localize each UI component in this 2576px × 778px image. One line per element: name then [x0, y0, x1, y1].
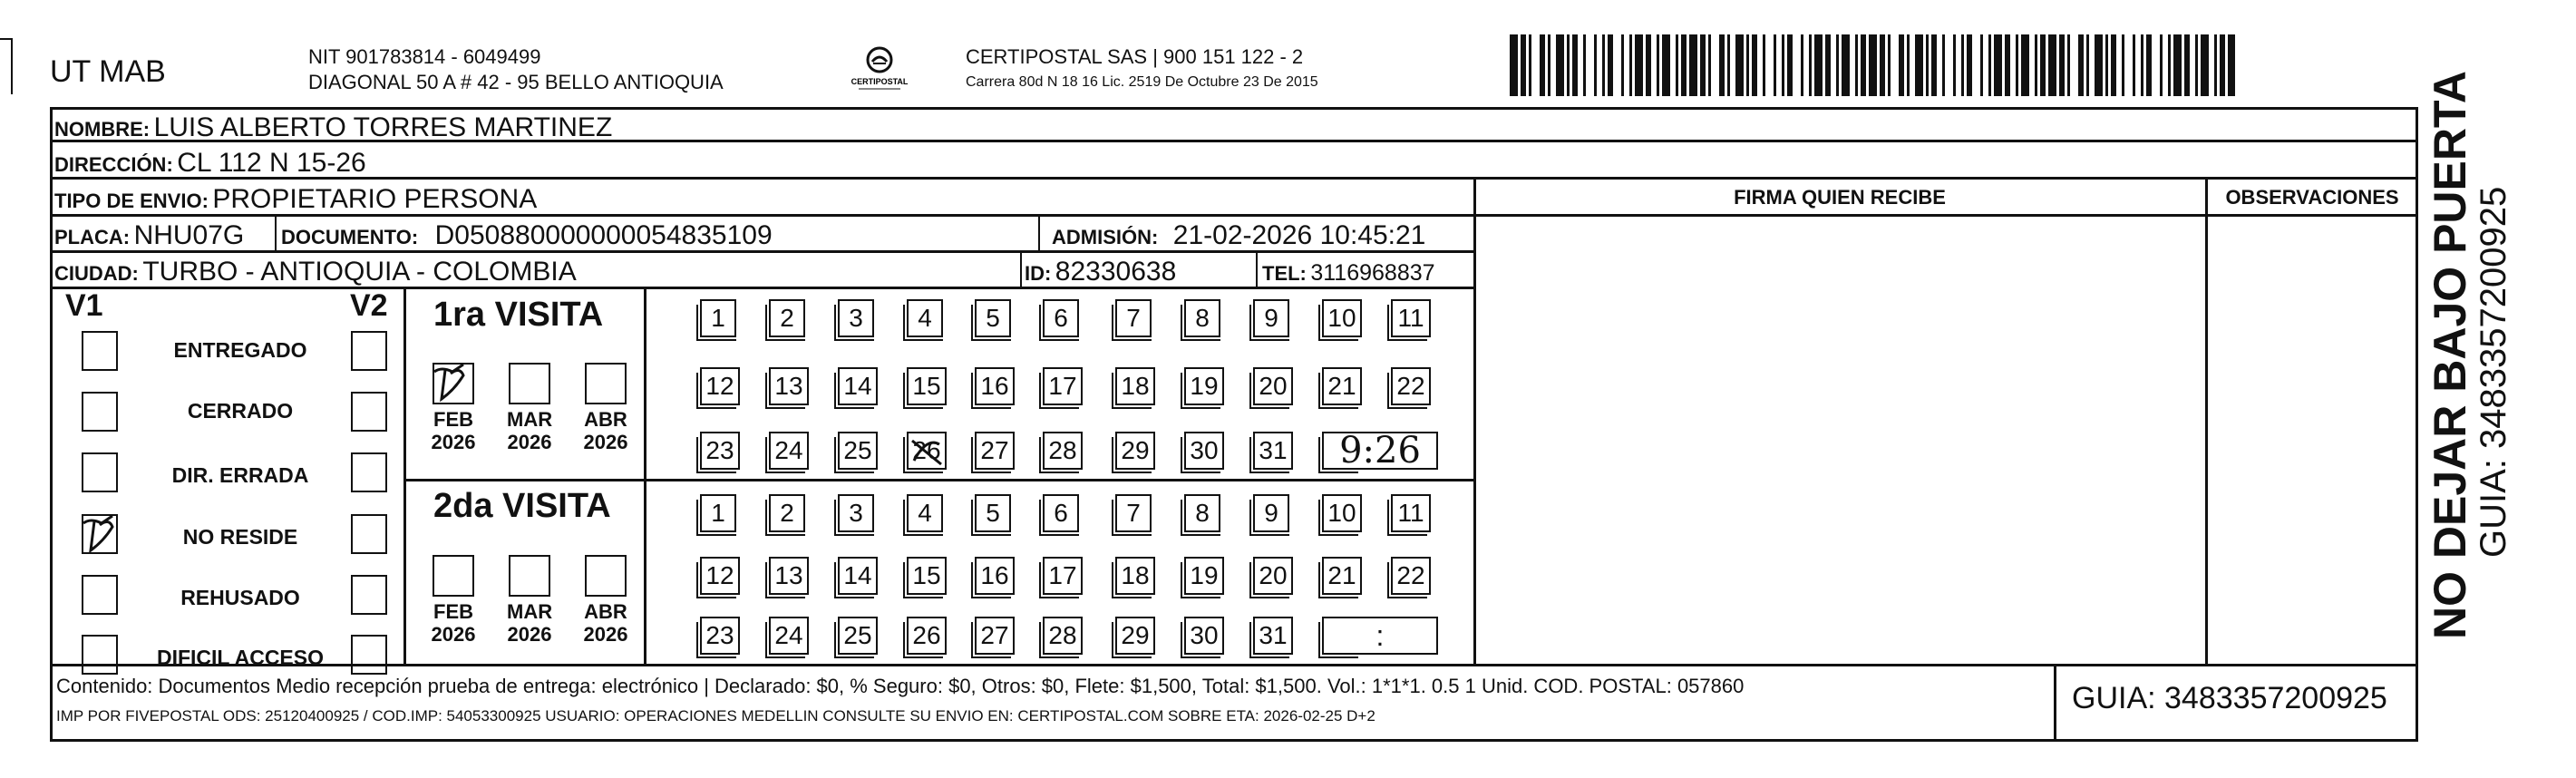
barcode-bar: [1787, 34, 1793, 96]
barcode-bar: [1931, 34, 1937, 96]
direccion-label: DIRECCIÓN:: [54, 153, 173, 176]
second-time-field[interactable]: :: [1322, 617, 1438, 655]
second-day-11[interactable]: 11: [1391, 494, 1431, 532]
first-day-7[interactable]: 7: [1115, 299, 1152, 337]
barcode-bar: [1681, 34, 1687, 96]
barcode-bar: [1899, 34, 1904, 96]
first-day-24[interactable]: 24: [769, 432, 809, 470]
barcode-bar: [1635, 34, 1643, 96]
second-day-13[interactable]: 13: [769, 557, 809, 595]
option-label: DIFICIL ACCESO: [156, 646, 324, 669]
first-day-9[interactable]: 9: [1253, 299, 1289, 337]
second-day-17[interactable]: 17: [1043, 557, 1083, 595]
tel-row: [1262, 260, 1435, 287]
barcode-bar: [1801, 34, 1803, 96]
barcode-bar: [1842, 34, 1850, 96]
barcode-bar: [1809, 34, 1812, 96]
second-day-30[interactable]: 30: [1184, 617, 1224, 655]
barcode-bar: [1752, 34, 1757, 96]
barcode-bar: [2173, 34, 2182, 96]
barcode-bar: [1700, 34, 1706, 96]
first-day-17[interactable]: 17: [1043, 367, 1083, 405]
second-day-29[interactable]: 29: [1115, 617, 1155, 655]
month-year: 2026: [583, 623, 628, 646]
edge-mark-top: [0, 38, 13, 40]
barcode-bar: [2016, 34, 2018, 96]
second-day-28[interactable]: 28: [1043, 617, 1083, 655]
second-day-27[interactable]: 27: [975, 617, 1015, 655]
barcode-bar: [1782, 34, 1784, 96]
first-day-16[interactable]: 16: [975, 367, 1015, 405]
barcode-bar: [1855, 34, 1858, 96]
placa-value: NHU07G: [133, 220, 245, 250]
barcode-bar: [1594, 34, 1597, 96]
barcode-bar: [2220, 34, 2225, 96]
first-month-mar-checkbox[interactable]: [509, 363, 550, 404]
id-value: 82330638: [1055, 257, 1177, 287]
barcode-bar: [1708, 34, 1711, 96]
first-day-6[interactable]: 6: [1043, 299, 1079, 337]
barcode-bar: [1825, 34, 1831, 96]
side-warning: NO DEJAR BAJO PUERTA: [2425, 71, 2475, 639]
tipo-envio-row: [54, 184, 537, 215]
barcode-bar: [1735, 34, 1744, 96]
footer-guia: GUIA: 3483357200925: [2072, 681, 2387, 715]
barcode-bar: [1719, 34, 1725, 96]
second-day-23[interactable]: 23: [700, 617, 740, 655]
edge-mark: [11, 38, 13, 94]
imp-text: IMP POR FIVEPOSTAL ODS: 25120400925 / COD.IMP: 54053300925 USUARIO: OPERACIONES MEDELLIN CONSULTE SU ENVIO EN: CERTIPOSTAL.COM SOBRE ETA: 2026-02-25 D+2: [56, 707, 1375, 725]
first-day-10[interactable]: 10: [1322, 299, 1362, 337]
barcode-bar: [1548, 34, 1550, 96]
month-label: MAR: [507, 408, 553, 431]
option-label: CERRADO: [187, 399, 294, 423]
first-day-28[interactable]: 28: [1043, 432, 1083, 470]
v1-checkbox-dir-errada[interactable]: [82, 452, 118, 492]
barcode-bar: [1994, 34, 2002, 96]
option-label: NO RESIDE: [182, 525, 298, 549]
month-year: 2026: [583, 431, 628, 453]
second-day-16[interactable]: 16: [975, 557, 1015, 595]
barcode-bar: [2048, 34, 2056, 96]
first-day-13[interactable]: 13: [769, 367, 809, 405]
barcode-bar: [1689, 34, 1697, 96]
tipo-envio-label: TIPO DE ENVIO:: [54, 190, 209, 212]
barcode-bar: [1880, 34, 1885, 96]
second-month-abr-checkbox[interactable]: [585, 555, 627, 597]
ciudad-label: CIUDAD:: [54, 262, 139, 285]
second-day-14[interactable]: 14: [838, 557, 878, 595]
barcode-bar: [2133, 34, 2135, 96]
barcode-bar: [2059, 34, 2065, 96]
nombre-row: [54, 112, 612, 143]
v1-checkbox-no-reside[interactable]: [82, 514, 118, 554]
option-label: ENTREGADO: [173, 338, 307, 362]
first-day-22[interactable]: 22: [1391, 367, 1431, 405]
barcode-bar: [2111, 34, 2116, 96]
barcode-bar: [2078, 34, 2084, 96]
first-day-23[interactable]: 23: [700, 432, 740, 470]
barcode-bar: [1763, 34, 1765, 96]
v2-checkbox-rehusado[interactable]: [351, 575, 387, 615]
barcode-bar: [1988, 34, 1991, 96]
first-day-11[interactable]: 11: [1391, 299, 1431, 337]
barcode-bar: [1915, 34, 1923, 96]
barcode-bar: [2095, 34, 2103, 96]
id-row: [1025, 257, 1176, 287]
first-day-18[interactable]: 18: [1115, 367, 1155, 405]
month-label: ABR: [584, 600, 627, 623]
direccion-value: CL 112 N 15-26: [177, 148, 366, 178]
barcode-bar: [2035, 34, 2037, 96]
second-day-19[interactable]: 19: [1184, 557, 1224, 595]
barcode-bar: [2086, 34, 2089, 96]
first-day-12[interactable]: 12: [700, 367, 740, 405]
month-year: 2026: [507, 623, 552, 646]
barcode-bar: [1572, 34, 1578, 96]
barcode-bar: [1967, 34, 1972, 96]
first-day-15[interactable]: 15: [907, 367, 947, 405]
v1-label: V1: [65, 288, 103, 323]
observaciones-header: OBSERVACIONES: [2225, 186, 2399, 209]
month-label: FEB: [433, 600, 473, 623]
barcode-bar: [2005, 34, 2010, 96]
barcode-bar: [1602, 34, 1605, 96]
nombre-label: NOMBRE:: [54, 118, 151, 141]
v2-checkbox-no-reside[interactable]: [351, 514, 387, 554]
barcode-bar: [1556, 34, 1564, 96]
month-year: 2026: [431, 431, 476, 453]
second-day-10[interactable]: 10: [1322, 494, 1362, 532]
svg-text:CERTIPOSTAL: CERTIPOSTAL: [851, 77, 909, 86]
barcode-bar: [2122, 34, 2124, 96]
barcode-bar: [1942, 34, 1945, 96]
barcode-bar: [1907, 34, 1910, 96]
first-day-30[interactable]: 30: [1184, 432, 1224, 470]
second-day-18[interactable]: 18: [1115, 557, 1155, 595]
second-day-24[interactable]: 24: [769, 617, 809, 655]
month-label: MAR: [507, 600, 553, 623]
second-day-31[interactable]: 31: [1253, 617, 1293, 655]
second-day-21[interactable]: 21: [1322, 557, 1362, 595]
barcode-bar: [2160, 34, 2163, 96]
v2-label: V2: [350, 288, 388, 323]
placa-label: PLACA:: [54, 226, 131, 248]
barcode-bar: [1629, 34, 1632, 96]
second-month-feb-checkbox[interactable]: [433, 555, 474, 597]
option-label: REHUSADO: [180, 586, 300, 609]
carrier-info: CERTIPOSTAL SAS | 900 151 122 - 2: [966, 45, 1304, 68]
barcode-bar: [2195, 34, 2198, 96]
side-guia: GUIA: 3483357200925: [2474, 186, 2513, 558]
barcode-bar: [1953, 34, 1956, 96]
first-day-5[interactable]: 5: [975, 299, 1011, 337]
barcode-bar: [1869, 34, 1877, 96]
nombre-value: LUIS ALBERTO TORRES MARTINEZ: [153, 112, 613, 142]
first-day-14[interactable]: 14: [838, 367, 878, 405]
barcode-bar: [2146, 34, 2152, 96]
first-day-21[interactable]: 21: [1322, 367, 1362, 405]
second-day-7[interactable]: 7: [1115, 494, 1152, 532]
second-day-25[interactable]: 25: [838, 617, 878, 655]
barcode-bar: [2105, 34, 2108, 96]
barcode-bar: [1961, 34, 1964, 96]
month-year: 2026: [431, 623, 476, 646]
certipostal-logo: [848, 44, 911, 98]
barcode-bar: [2214, 34, 2217, 96]
second-day-8[interactable]: 8: [1184, 494, 1220, 532]
v2-checkbox-cerrado[interactable]: [351, 392, 387, 432]
month-label: FEB: [433, 408, 473, 431]
ciudad-value: TURBO - ANTIOQUIA - COLOMBIA: [142, 257, 577, 287]
firma-header: FIRMA QUIEN RECIBE: [1734, 186, 1946, 209]
barcode-bar: [2021, 34, 2029, 96]
barcode-bar: [2067, 34, 2070, 96]
second-day-12[interactable]: 12: [700, 557, 740, 595]
documento-row: [281, 220, 773, 251]
barcode-bar: [1646, 34, 1651, 96]
barcode-bar: [2168, 34, 2171, 96]
barcode-bar: [1567, 34, 1570, 96]
first-day-19[interactable]: 19: [1184, 367, 1224, 405]
barcode-bar: [1814, 34, 1823, 96]
month-label: ABR: [584, 408, 627, 431]
tel-value: 3116968837: [1310, 260, 1435, 286]
second-month-mar-checkbox[interactable]: [509, 555, 550, 597]
first-time-field[interactable]: 9:26: [1322, 432, 1438, 470]
first-day-3[interactable]: 3: [838, 299, 874, 337]
barcode-bar: [1608, 34, 1613, 96]
v1-checkbox-entregado[interactable]: [82, 331, 118, 371]
v1-checkbox-rehusado[interactable]: [82, 575, 118, 615]
first-day-26[interactable]: 26: [907, 432, 947, 470]
second-day-9[interactable]: 9: [1253, 494, 1289, 532]
first-day-20[interactable]: 20: [1253, 367, 1293, 405]
admision-row: [1052, 220, 1425, 251]
month-year: 2026: [507, 431, 552, 453]
tel-label: TEL:: [1262, 262, 1307, 285]
first-day-27[interactable]: 27: [975, 432, 1015, 470]
company-address: DIAGONAL 50 A # 42 - 95 BELLO ANTIOQUIA: [308, 71, 724, 93]
company-name: UT MAB: [50, 54, 166, 89]
barcode-bar: [1980, 34, 1983, 96]
barcode-bar: [2228, 34, 2235, 96]
second-visit-title: 2da VISITA: [433, 487, 611, 525]
second-day-5[interactable]: 5: [975, 494, 1011, 532]
admision-label: ADMISIÓN:: [1052, 226, 1159, 248]
barcode: [1510, 34, 2235, 96]
id-label: ID:: [1025, 262, 1052, 285]
barcode-bar: [1621, 34, 1624, 96]
second-day-6[interactable]: 6: [1043, 494, 1079, 532]
barcode-bar: [1510, 34, 1518, 96]
barcode-bar: [1662, 34, 1670, 96]
second-day-20[interactable]: 20: [1253, 557, 1293, 595]
first-month-feb-checkbox[interactable]: [433, 363, 474, 404]
first-day-31[interactable]: 31: [1253, 432, 1293, 470]
first-day-4[interactable]: 4: [907, 299, 943, 337]
first-month-abr-checkbox[interactable]: [585, 363, 627, 404]
first-visit-title: 1ra VISITA: [433, 296, 604, 334]
barcode-bar: [2040, 34, 2046, 96]
barcode-bar: [1583, 34, 1586, 96]
barcode-bar: [1746, 34, 1749, 96]
barcode-bar: [1727, 34, 1730, 96]
second-day-22[interactable]: 22: [1391, 557, 1431, 595]
v2-checkbox-dificil-acceso[interactable]: [351, 635, 387, 675]
v1-checkbox-dificil-acceso[interactable]: [82, 635, 118, 675]
second-day-1[interactable]: 1: [700, 494, 736, 532]
ciudad-row: [54, 257, 577, 287]
second-day-26[interactable]: 26: [907, 617, 947, 655]
second-day-3[interactable]: 3: [838, 494, 874, 532]
option-label: DIR. ERRADA: [171, 463, 309, 487]
second-day-2[interactable]: 2: [769, 494, 805, 532]
barcode-bar: [2184, 34, 2190, 96]
barcode-bar: [1657, 34, 1659, 96]
barcode-bar: [1529, 34, 1531, 96]
v2-checkbox-entregado[interactable]: [351, 331, 387, 371]
v1-checkbox-cerrado[interactable]: [82, 392, 118, 432]
carrier-license: Carrera 80d N 18 16 Lic. 2519 De Octubre 23 De 2015: [966, 74, 1318, 90]
barcode-bar: [1836, 34, 1839, 96]
direccion-row: [54, 148, 366, 179]
first-day-1[interactable]: 1: [700, 299, 736, 337]
first-day-2[interactable]: 2: [769, 299, 805, 337]
barcode-bar: [1676, 34, 1678, 96]
documento-value: D050880000000054835109: [434, 220, 773, 250]
barcode-bar: [2141, 34, 2143, 96]
barcode-bar: [1926, 34, 1929, 96]
placa-row: [54, 220, 244, 251]
barcode-bar: [1861, 34, 1866, 96]
barcode-bar: [1540, 34, 1545, 96]
company-nit: NIT 901783814 - 6049499: [308, 45, 541, 68]
barcode-bar: [1521, 34, 1526, 96]
tipo-envio-value: PROPIETARIO PERSONA: [212, 184, 538, 214]
barcode-bar: [2201, 34, 2209, 96]
barcode-bar: [1888, 34, 1891, 96]
documento-label: DOCUMENTO:: [281, 226, 419, 248]
second-day-4[interactable]: 4: [907, 494, 943, 532]
barcode-bar: [1774, 34, 1776, 96]
v2-checkbox-dir-errada[interactable]: [351, 452, 387, 492]
first-day-29[interactable]: 29: [1115, 432, 1155, 470]
first-day-25[interactable]: 25: [838, 432, 878, 470]
admision-value: 21-02-2026 10:45:21: [1172, 220, 1426, 250]
first-day-8[interactable]: 8: [1184, 299, 1220, 337]
second-day-15[interactable]: 15: [907, 557, 947, 595]
contenido-text: Contenido: Documentos Medio recepción prueba de entrega: electrónico | Declarado: $0, % Seguro: $0, Otros: $0, Flete: $1,500, Total: $1,500. Vol.: 1*1*1. 0.5 1 Unid. COD. POSTAL: 057860: [56, 675, 1745, 697]
